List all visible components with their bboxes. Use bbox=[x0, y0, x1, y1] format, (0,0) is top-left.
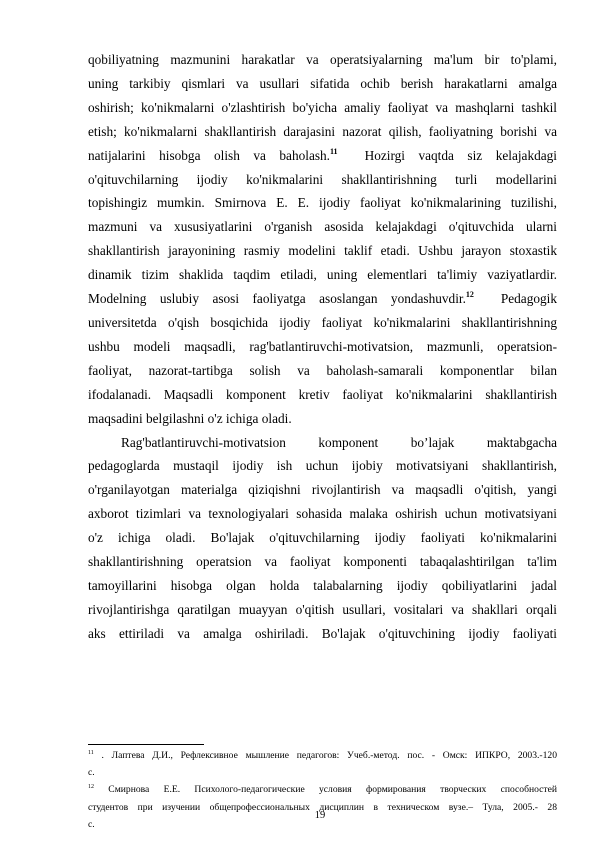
text-line: o'qituvchilarning ijodiy ko'nikmalarini shakllantirishning turli modellarini bbox=[88, 171, 557, 187]
text-line-with-footnote bbox=[88, 287, 557, 311]
text-line: rivojlantirishga qaratilgan muayyan o'qitish usullari, vositalari va shakllari orqali bbox=[88, 601, 557, 617]
footnote-text: . Лаптева Д.И., Рефлексивное мышление педагогов: Учеб.-метод. пос. - Омск: ИПКРО, 2003.-120 bbox=[93, 750, 557, 761]
text-line: faoliyat, nazorat-tartibga solish va baholash-samarali komponentlar bilan bbox=[88, 362, 557, 378]
footnote-line bbox=[88, 747, 557, 764]
text-line: o'rganilayotgan materialga qiziqishni rivojlantirish va maqsadli o'qitish, yangi bbox=[88, 482, 557, 498]
footnote-11 bbox=[88, 747, 557, 781]
paragraph-1 bbox=[88, 48, 557, 431]
footnote-number: 11 bbox=[88, 750, 94, 756]
footnote-ref-11[interactable]: 11 bbox=[330, 146, 338, 156]
text-line: qobiliyatning mazmunini harakatlar va operatsiyalarning ma'lum bir to'plami, bbox=[88, 52, 557, 67]
text-line: pedagoglarda mustaqil ijodiy ish uchun ijobiy motivatsiyani shakllantirish, bbox=[88, 458, 557, 474]
text-line: Rag'batlantiruvchi-motivatsion komponent bo’lajak maktabgacha bbox=[121, 434, 557, 450]
text-line: ushbu modeli maqsadli, rag'batlantiruvchi-motivatsion, mazmunli, operatsion- bbox=[88, 338, 557, 354]
text-line: mazmuni va xususiyatlarini o'rganish asosida kelajakdagi o'qituvchida ularni bbox=[88, 219, 557, 235]
text-segment: natijalarini hisobga olish va baholash. bbox=[88, 147, 330, 163]
footnote-text: Смирнова Е.Е. Психолого-педагогические условия формирования творческих способностей bbox=[94, 784, 557, 796]
text-line: tamoyillarini hisobga olgan holda talabalarning ijodiy qobiliyatlarini jadal bbox=[88, 577, 557, 593]
text-line: oshirish; ko'nikmalarni o'zlashtirish bo'yicha amaliy faoliyat va mashqlarni tashkil bbox=[88, 99, 557, 115]
text-line: universitetda o'qish bosqichida ijodiy faoliyat ko'nikmalarini shakllantirishning bbox=[88, 314, 557, 330]
text-line: etish; ko'nikmalarni shakllantirish darajasini nazorat qilish, faoliyatning borishi va bbox=[88, 123, 557, 139]
text-line: topishingiz mumkin. Smirnova E. E. ijodiy faoliyat ko'nikmalarining tuzilishi, bbox=[88, 195, 557, 211]
text-line: ifodalanadi. Maqsadli komponent kretiv faoliyat ko'nikmalarini shakllantirish bbox=[88, 386, 557, 402]
footnote-ref-12[interactable]: 12 bbox=[465, 290, 474, 300]
footnote-separator bbox=[88, 744, 204, 745]
footnote-line bbox=[88, 781, 557, 798]
text-line: dinamik tizim shaklida taqdim etiladi, uning elementlari ta'limiy vaziyatlardir. bbox=[88, 267, 557, 283]
text-segment: Pedagogik bbox=[500, 291, 557, 307]
text-line: maqsadini belgilashni o'z ichiga oladi. bbox=[88, 410, 292, 426]
text-line: shakllantirish jarayonining rasmiy modelini taklif etadi. Ushbu jarayon stoxastik bbox=[88, 243, 557, 259]
body-text bbox=[88, 48, 557, 646]
footnote-line: студентов при изучении общепрофессиональных дисциплин в техническом вузе.– Тула, 2005.- 28 bbox=[88, 801, 557, 813]
footnote-12 bbox=[88, 781, 557, 833]
footnote-number: 12 bbox=[88, 784, 94, 791]
text-line: axborot tizimlari va texnologiyalari sohasida malaka oshirish uchun motivatsiyani bbox=[88, 506, 557, 522]
text-line-with-footnote bbox=[88, 144, 557, 168]
footnote-line: с. bbox=[88, 767, 95, 779]
text-segment: Hozirgi vaqtda siz kelajakdagi bbox=[364, 147, 557, 163]
footnote-line: с. bbox=[88, 818, 95, 830]
text-line: aks ettiriladi va amalga oshiriladi. Bo'lajak o'qituvchining ijodiy faoliyati bbox=[88, 625, 557, 641]
text-line: uning tarkibiy qismlari va usullari sifatida ochib berish harakatlarni amalga bbox=[88, 75, 557, 91]
text-line: o'z ichiga oladi. Bo'lajak o'qituvchilarning ijodiy faoliyati ko'nikmalarini bbox=[88, 530, 557, 546]
text-segment: Modelning uslubiy asosi faoliyatga asoslangan yondashuvdir. bbox=[88, 291, 466, 307]
paragraph-2 bbox=[88, 431, 557, 646]
text-line: shakllantirishning operatsion va faoliyat komponenti tabaqalashtirilgan ta'lim bbox=[88, 554, 557, 570]
page-number: 19 bbox=[314, 810, 326, 821]
